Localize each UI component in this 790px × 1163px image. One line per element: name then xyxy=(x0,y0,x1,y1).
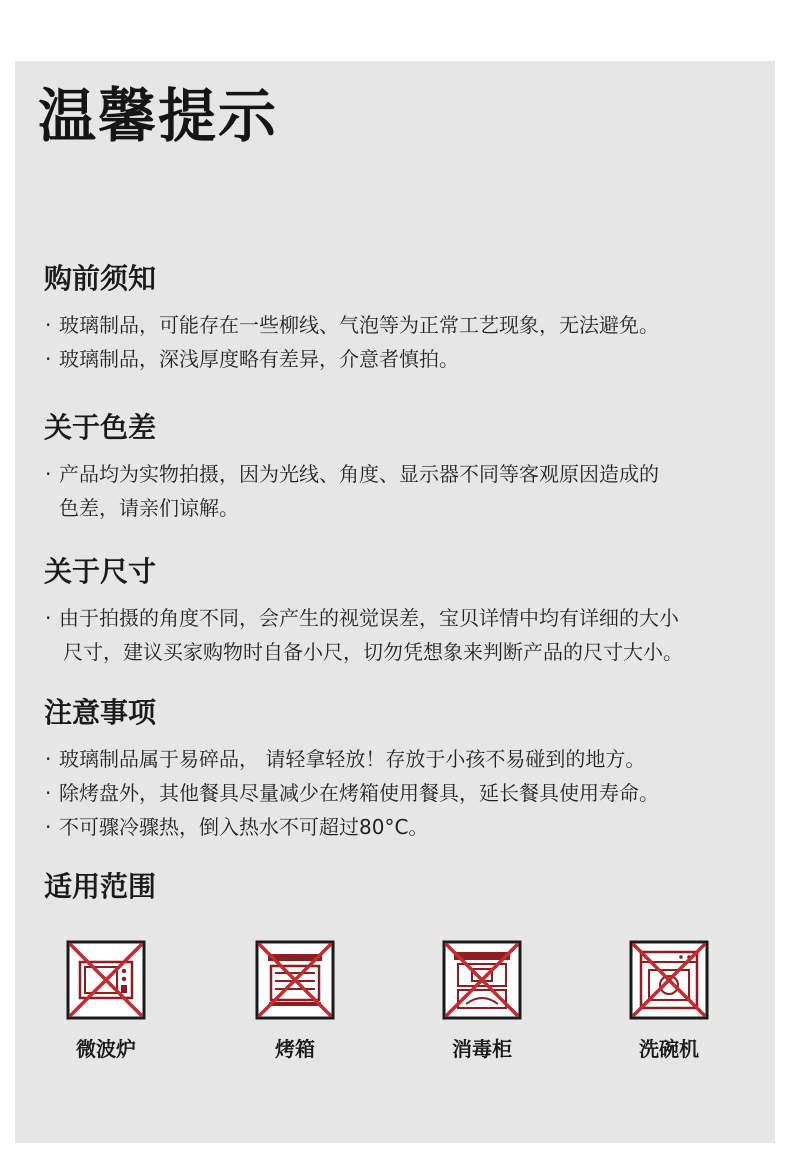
section-purchase-notice xyxy=(44,262,659,376)
page-title: 温馨提示 xyxy=(38,82,279,150)
item-text: 不可骤冷骤热，倒入热水不可超过80°C。 xyxy=(59,815,429,839)
appliance-label: 微波炉 xyxy=(76,1037,136,1061)
item-text: 玻璃制品属于易碎品， 请轻拿轻放！存放于小孩不易碰到的地方。 xyxy=(59,747,646,771)
section-heading: 购前须知 xyxy=(44,262,157,295)
section-color-difference xyxy=(44,411,659,525)
list-item xyxy=(44,601,683,669)
appliance-oven xyxy=(215,940,375,1062)
bullet: · xyxy=(45,462,52,486)
section-heading: 注意事项 xyxy=(44,696,157,729)
item-text-continued: 色差，请亲们谅解。 xyxy=(59,496,239,520)
bullet: · xyxy=(45,781,52,805)
bullet: · xyxy=(45,347,52,371)
section-precautions xyxy=(44,696,659,844)
list-item xyxy=(44,342,659,376)
item-text: 玻璃制品，可能存在一些柳线、气泡等为正常工艺现象，无法避免。 xyxy=(59,313,659,337)
appliance-microwave xyxy=(26,940,186,1062)
section-applicable-scope xyxy=(44,870,156,916)
list-item xyxy=(44,457,659,525)
bullet: · xyxy=(45,606,52,630)
list-item xyxy=(44,742,659,776)
list-item xyxy=(44,308,659,342)
bullet: · xyxy=(45,815,52,839)
section-heading: 关于色差 xyxy=(44,411,157,444)
item-text: 除烤盘外，其他餐具尽量减少在烤箱使用餐具，延长餐具使用寿命。 xyxy=(59,781,659,805)
microwave-icon xyxy=(66,940,146,1020)
bullet: · xyxy=(45,747,52,771)
appliance-sterilizer xyxy=(402,940,562,1062)
appliance-icon-row xyxy=(15,940,775,1070)
dishwasher-icon xyxy=(629,940,709,1020)
sterilizer-icon xyxy=(442,940,522,1020)
appliance-label: 烤箱 xyxy=(275,1037,315,1061)
item-text: 由于拍摄的角度不同，会产生的视觉误差，宝贝详情中均有详细的大小 xyxy=(59,606,679,630)
appliance-dishwasher xyxy=(589,940,749,1062)
appliance-label: 洗碗机 xyxy=(639,1037,699,1061)
appliance-label: 消毒柜 xyxy=(452,1037,512,1061)
item-text: 产品均为实物拍摄，因为光线、角度、显示器不同等客观原因造成的 xyxy=(59,462,659,486)
item-text: 玻璃制品，深浅厚度略有差异，介意者慎拍。 xyxy=(59,347,459,371)
section-size xyxy=(44,555,683,669)
item-text-continued: 尺寸，建议买家购物时自备小尺，切勿凭想象来判断产品的尺寸大小。 xyxy=(63,640,683,664)
list-item xyxy=(44,810,659,844)
section-heading: 适用范围 xyxy=(44,870,157,903)
oven-icon xyxy=(255,940,335,1020)
bullet: · xyxy=(45,313,52,337)
section-heading: 关于尺寸 xyxy=(44,555,157,588)
list-item xyxy=(44,776,659,810)
